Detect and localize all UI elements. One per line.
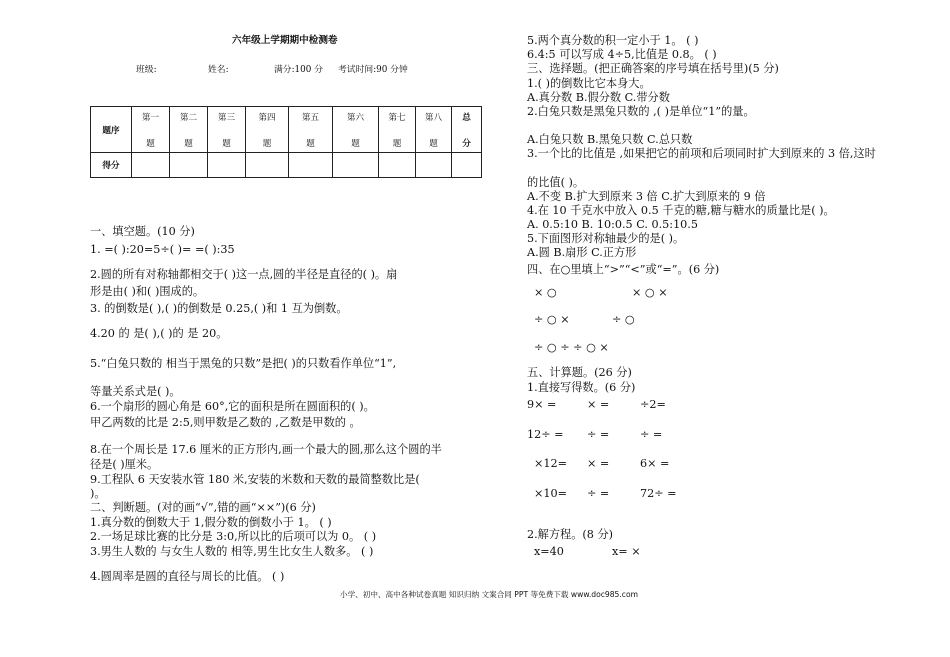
full-score: 满分:100 分 [274, 65, 323, 75]
fill-q8-line1: 8.在一个周长是 17.6 厘米的正方形内,画一个最大的圆,那么这个圆的半 [90, 443, 442, 456]
col-4-bottom: 题 [262, 138, 272, 149]
choice-q3-line2: 的比值( )。 [527, 176, 585, 189]
exam-time: 考试时间:90 分钟 [338, 65, 408, 75]
choice-q1-options: A.真分数 B.假分数 C.带分数 [527, 91, 670, 104]
section-4-title: 四、在○里填上“>”“<”或“=”。(6 分) [527, 263, 720, 276]
section-5-title: 五、计算题。(26 分) [527, 366, 632, 379]
fill-q2-line1: 2.圆的所有对称轴都相交于( )这一点,圆的半径是直径的( )。扇 [90, 268, 398, 281]
section-1-title: 一、填空题。(10 分) [90, 225, 195, 238]
section-2-title: 二、判断题。(对的画“√”,错的画“××”)(6 分) [90, 501, 316, 514]
calc-item: 72÷ = [640, 487, 677, 500]
calc-item: × = [587, 398, 610, 411]
choice-q4: 4.在 10 千克水中放入 0.5 千克的糖,糖与糖水的质量比是( )。 [527, 204, 835, 217]
compare-row1-b: × ○ × [632, 286, 668, 299]
fill-q5-line2: 等量关系式是( )。 [90, 385, 181, 398]
score-cell[interactable] [416, 153, 452, 178]
choice-q5-options: A.圆 B.扇形 C.正方形 [527, 246, 637, 259]
calc-item: × = [587, 457, 610, 470]
col-3-bottom: 题 [222, 138, 231, 149]
col-5-top: 第五 [301, 112, 320, 123]
fill-q9-line2: )。 [90, 487, 106, 500]
calc-item: ×12= [534, 457, 567, 470]
col-8-bottom: 题 [429, 138, 438, 149]
judge-q3: 3.男生人数的 与女生人数的 相等,男生比女生人数多。 ( ) [90, 545, 374, 558]
judge-q5: 5.两个真分数的积一定小于 1。 ( ) [527, 34, 699, 47]
calc-item: ÷2= [640, 398, 666, 411]
equation-2: x= × [612, 545, 641, 558]
fill-q8-line2: 径是( )厘米。 [90, 458, 159, 471]
fill-q7: 甲乙两数的比是 2:5,则甲数是乙数的 ,乙数是甲数的 。 [90, 416, 361, 429]
choice-q4-options: A. 0.5:10 B. 10:0.5 C. 0.5:10.5 [527, 218, 698, 231]
choice-q1: 1.( )的倒数比它本身大。 [527, 77, 651, 90]
col-4-top: 第四 [258, 112, 276, 123]
col-3-top: 第三 [217, 112, 236, 123]
col-6-bottom: 题 [351, 138, 360, 149]
calc-item: 6× = [640, 457, 670, 470]
calc-item: ×10= [534, 487, 567, 500]
equation-1: x=40 [534, 545, 564, 558]
score-table [90, 106, 482, 178]
col-2-bottom: 题 [184, 138, 193, 149]
choice-q2: 2.白兔只数是黑兔只数的 ,( )是单位“1”的量。 [527, 105, 755, 118]
choice-q5: 5.下面图形对称轴最少的是( )。 [527, 232, 685, 245]
col-6-top: 第六 [346, 112, 365, 123]
calc-title: 1.直接写得数。(6 分) [527, 381, 636, 394]
calc-item: 12÷ = [527, 428, 564, 441]
judge-q4: 4.圆周率是圆的直径与周长的比值。 ( ) [90, 570, 285, 583]
col-5-bottom: 题 [306, 138, 315, 149]
compare-row2-a: ÷ ○ × [534, 313, 570, 326]
choice-q3-options: A.不变 B.扩大到原来 3 倍 C.扩大到原来的 9 倍 [527, 190, 766, 203]
score-cell[interactable] [132, 153, 170, 178]
score-cell[interactable] [289, 153, 333, 178]
row-label-order: 题序 [91, 107, 132, 153]
fill-q9-line1: 9.工程队 6 天安装水管 180 米,安装的米数和天数的最简整数比是( [90, 473, 420, 486]
calc-item: ÷ = [640, 428, 663, 441]
score-cell[interactable] [208, 153, 246, 178]
compare-row3: ÷ ○ ÷ ÷ ○ × [534, 341, 609, 354]
fill-q2-line2: 形是由( )和( )围成的。 [90, 285, 205, 298]
class-label: 班级: [136, 65, 157, 75]
section-3-title: 三、选择题。(把正确答案的序号填在括号里)(5 分) [527, 62, 779, 75]
fill-q4: 4.20 的 是( ),( )的 是 20。 [90, 327, 228, 340]
judge-q2: 2.一场足球比赛的比分是 3:0,所以比的后项可以为 0。 ( ) [90, 530, 377, 543]
score-cell[interactable] [333, 153, 379, 178]
calc-item: ÷ = [587, 487, 610, 500]
row-label-score: 得分 [91, 153, 132, 178]
judge-q1: 1.真分数的倒数大于 1,假分数的倒数小于 1。 ( ) [90, 516, 332, 529]
choice-q2-options: A.白兔只数 B.黑兔只数 C.总只数 [527, 133, 693, 146]
name-label: 姓名: [208, 65, 229, 75]
footer-note: 小学、初中、高中各种试卷真题 知识归纳 文案合同 PPT 等免费下载 www.doc985.com [340, 590, 639, 599]
score-cell[interactable] [452, 153, 482, 178]
score-cell[interactable] [379, 153, 416, 178]
choice-q3-line1: 3.一个比的比值是 ,如果把它的前项和后项同时扩大到原来的 3 倍,这时 [527, 147, 876, 160]
col-7-bottom: 题 [392, 138, 402, 149]
fill-q6: 6.一个扇形的圆心角是 60°,它的面积是所在圆面积的( )。 [90, 400, 375, 413]
score-cell[interactable] [170, 153, 208, 178]
col-2-top: 第二 [179, 112, 198, 123]
equation-title: 2.解方程。(8 分) [527, 528, 614, 541]
fill-q3: 3. 的倒数是( ),( )的倒数是 0.25,( )和 1 互为倒数。 [90, 302, 348, 315]
col-1-bottom: 题 [146, 138, 155, 149]
col-7-top: 第七 [388, 112, 406, 123]
calc-item: ÷ = [587, 428, 610, 441]
col-8-top: 第八 [424, 112, 443, 123]
col-1-top: 第一 [141, 112, 160, 123]
judge-q6: 6.4:5 可以写成 4÷5,比值是 0.8。 ( ) [527, 48, 717, 61]
col-total-bottom: 分 [462, 138, 471, 149]
fill-q5-line1: 5.“白兔只数的 相当于黑兔的只数”是把( )的只数看作单位“1”, [90, 357, 397, 370]
col-total-top: 总 [462, 112, 471, 123]
fill-q1: 1. =( ):20=5÷( )= =( ):35 [90, 243, 235, 256]
calc-item: 9× = [527, 398, 557, 411]
compare-row1-a: × ○ [534, 286, 557, 299]
score-cell[interactable] [246, 153, 289, 178]
compare-row2-b: ÷ ○ [612, 313, 635, 326]
exam-title: 六年级上学期期中检测卷 [232, 35, 338, 46]
